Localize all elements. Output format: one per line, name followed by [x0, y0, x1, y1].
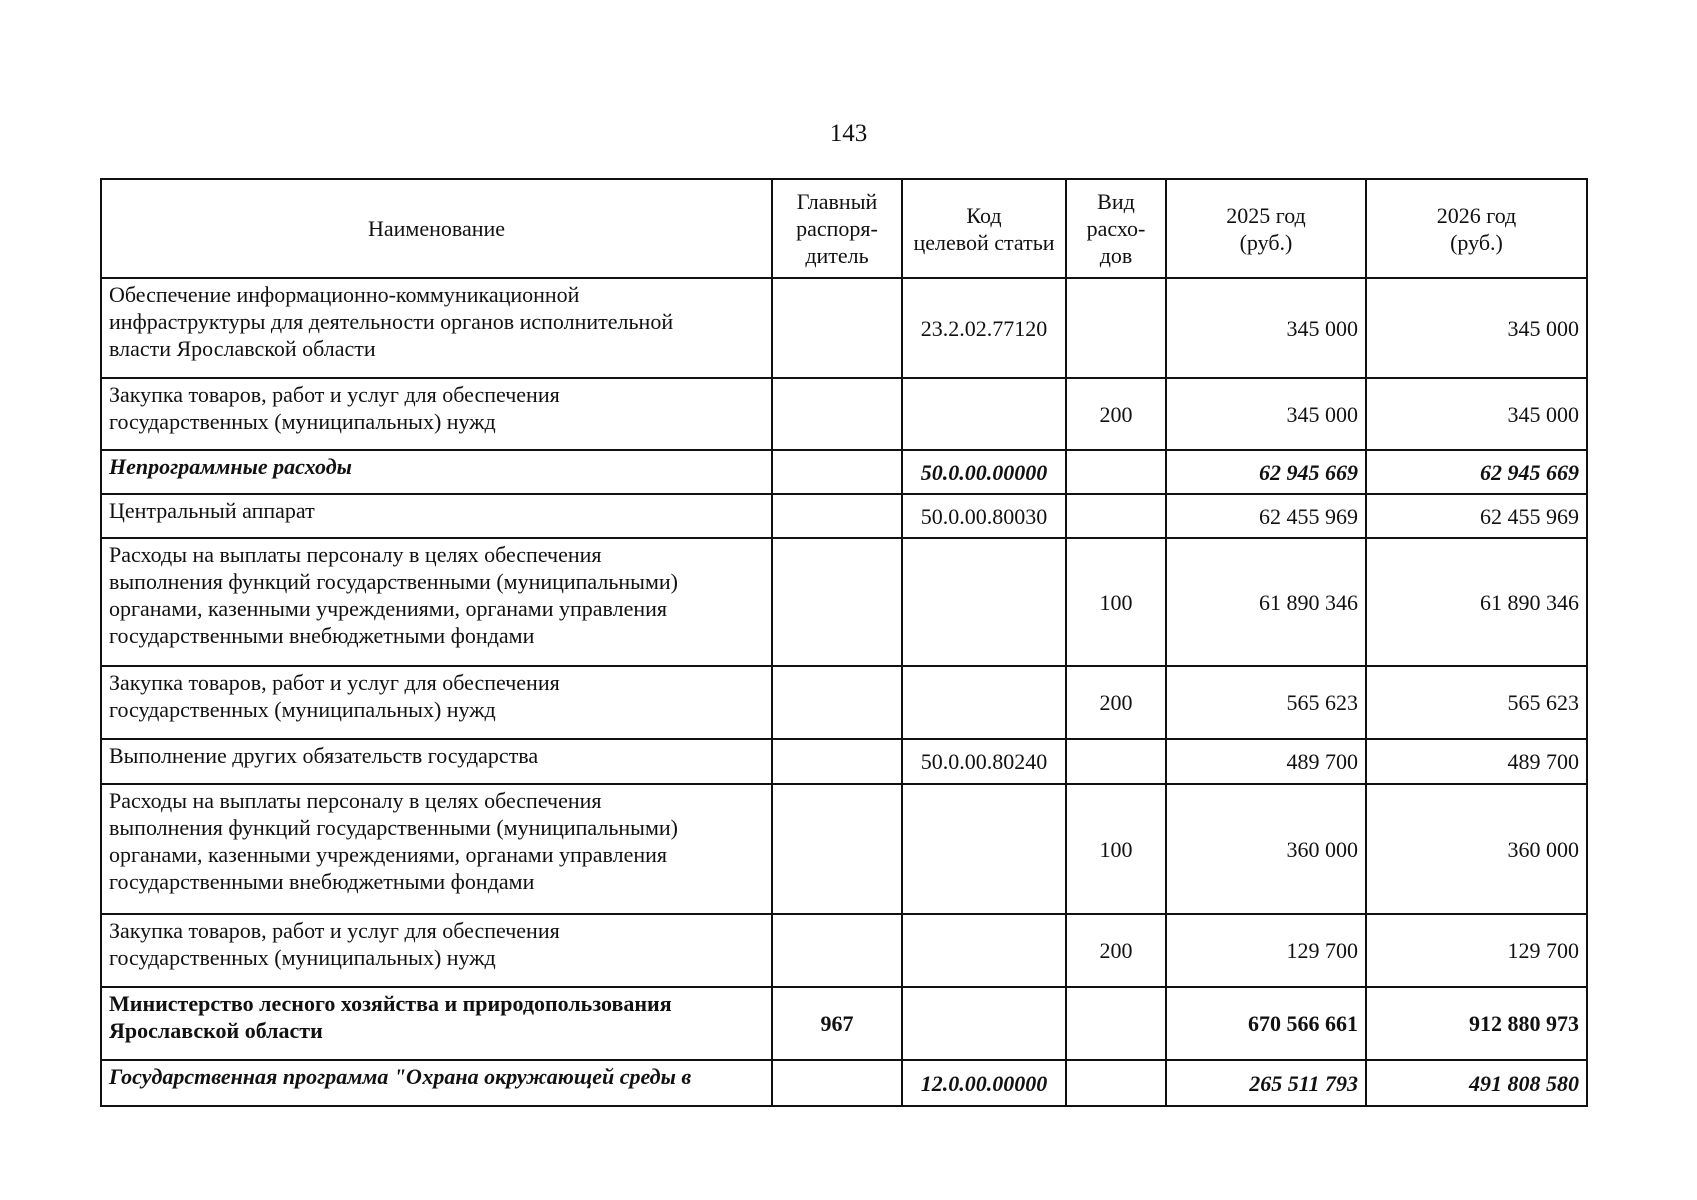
- row-admin: [772, 914, 902, 987]
- page-number: 143: [829, 120, 868, 147]
- row-name: Закупка товаров, работ и услуг для обеспечения государственных (муниципальных) нужд: [101, 914, 772, 987]
- row-2026: 565 623: [1366, 666, 1587, 739]
- row-2025: 360 000: [1166, 784, 1366, 914]
- row-admin: [772, 538, 902, 666]
- row-code: [902, 914, 1066, 987]
- row-2025: 62 945 669: [1166, 450, 1366, 494]
- row-code: 50.0.00.80030: [902, 494, 1066, 538]
- row-code: [902, 666, 1066, 739]
- row-name: Центральный аппарат: [101, 494, 772, 538]
- row-kind: 200: [1066, 914, 1166, 987]
- table-row: [101, 378, 1587, 450]
- table-row: [101, 739, 1587, 784]
- row-2025: 345 000: [1166, 378, 1366, 450]
- header-kind: Вид расхо- дов: [1066, 179, 1166, 278]
- header-code: Код целевой статьи: [902, 179, 1066, 278]
- row-kind: 200: [1066, 378, 1166, 450]
- row-code: [902, 378, 1066, 450]
- row-2026: 491 808 580: [1366, 1060, 1587, 1106]
- row-name: Государственная программа "Охрана окружающей среды в: [101, 1060, 772, 1106]
- row-kind: [1066, 450, 1166, 494]
- row-name: Расходы на выплаты персоналу в целях обеспечения выполнения функций государственными (муниципальными) органами, казенными учреждениями, органами управления государственными внебюджетными фондами: [101, 784, 772, 914]
- table-row: [101, 666, 1587, 739]
- row-name: Обеспечение информационно-коммуникационной инфраструктуры для деятельности органов исполнительной власти Ярославской области: [101, 278, 772, 378]
- row-code: 12.0.00.00000: [902, 1060, 1066, 1106]
- row-admin: 967: [772, 987, 902, 1060]
- table-row: [101, 538, 1587, 666]
- table-row: [101, 914, 1587, 987]
- row-code: 23.2.02.77120: [902, 278, 1066, 378]
- row-2026: 129 700: [1366, 914, 1587, 987]
- row-name: Министерство лесного хозяйства и природопользования Ярославской области: [101, 987, 772, 1060]
- row-name: Выполнение других обязательств государства: [101, 739, 772, 784]
- header-2025: 2025 год (руб.): [1166, 179, 1366, 278]
- row-admin: [772, 666, 902, 739]
- row-admin: [772, 1060, 902, 1106]
- row-2026: 61 890 346: [1366, 538, 1587, 666]
- row-admin: [772, 739, 902, 784]
- row-admin: [772, 784, 902, 914]
- row-kind: [1066, 1060, 1166, 1106]
- row-2025: 670 566 661: [1166, 987, 1366, 1060]
- row-admin: [772, 378, 902, 450]
- table-row: [101, 494, 1587, 538]
- row-2025: 565 623: [1166, 666, 1366, 739]
- row-2026: 345 000: [1366, 378, 1587, 450]
- table-header-row: [101, 179, 1587, 278]
- header-2026: 2026 год (руб.): [1366, 179, 1587, 278]
- row-2025: 265 511 793: [1166, 1060, 1366, 1106]
- row-admin: [772, 494, 902, 538]
- row-admin: [772, 450, 902, 494]
- row-code: [902, 987, 1066, 1060]
- header-name: Наименование: [101, 179, 772, 278]
- row-name: Закупка товаров, работ и услуг для обеспечения государственных (муниципальных) нужд: [101, 666, 772, 739]
- table-row: [101, 278, 1587, 378]
- row-name: Закупка товаров, работ и услуг для обеспечения государственных (муниципальных) нужд: [101, 378, 772, 450]
- row-2026: 62 945 669: [1366, 450, 1587, 494]
- table-row: [101, 1060, 1587, 1106]
- row-2025: 345 000: [1166, 278, 1366, 378]
- row-2025: 129 700: [1166, 914, 1366, 987]
- row-code: 50.0.00.00000: [902, 450, 1066, 494]
- row-kind: [1066, 494, 1166, 538]
- row-2026: 489 700: [1366, 739, 1587, 784]
- row-2025: 62 455 969: [1166, 494, 1366, 538]
- row-kind: [1066, 987, 1166, 1060]
- row-admin: [772, 278, 902, 378]
- row-name: Непрограммные расходы: [101, 450, 772, 494]
- row-2026: 360 000: [1366, 784, 1587, 914]
- row-2026: 62 455 969: [1366, 494, 1587, 538]
- budget-table: [100, 178, 1588, 1107]
- row-kind: 100: [1066, 784, 1166, 914]
- row-2026: 912 880 973: [1366, 987, 1587, 1060]
- table-row: [101, 987, 1587, 1060]
- row-code: 50.0.00.80240: [902, 739, 1066, 784]
- row-kind: [1066, 278, 1166, 378]
- row-kind: [1066, 739, 1166, 784]
- table-row: [101, 784, 1587, 914]
- row-2025: 61 890 346: [1166, 538, 1366, 666]
- row-2025: 489 700: [1166, 739, 1366, 784]
- row-2026: 345 000: [1366, 278, 1587, 378]
- row-kind: 200: [1066, 666, 1166, 739]
- row-kind: 100: [1066, 538, 1166, 666]
- table-row: [101, 450, 1587, 494]
- row-code: [902, 538, 1066, 666]
- header-admin: Главный распоря- дитель: [772, 179, 902, 278]
- row-code: [902, 784, 1066, 914]
- row-name: Расходы на выплаты персоналу в целях обеспечения выполнения функций государственными (муниципальными) органами, казенными учреждениями, органами управления государственными внебюджетными фондами: [101, 538, 772, 666]
